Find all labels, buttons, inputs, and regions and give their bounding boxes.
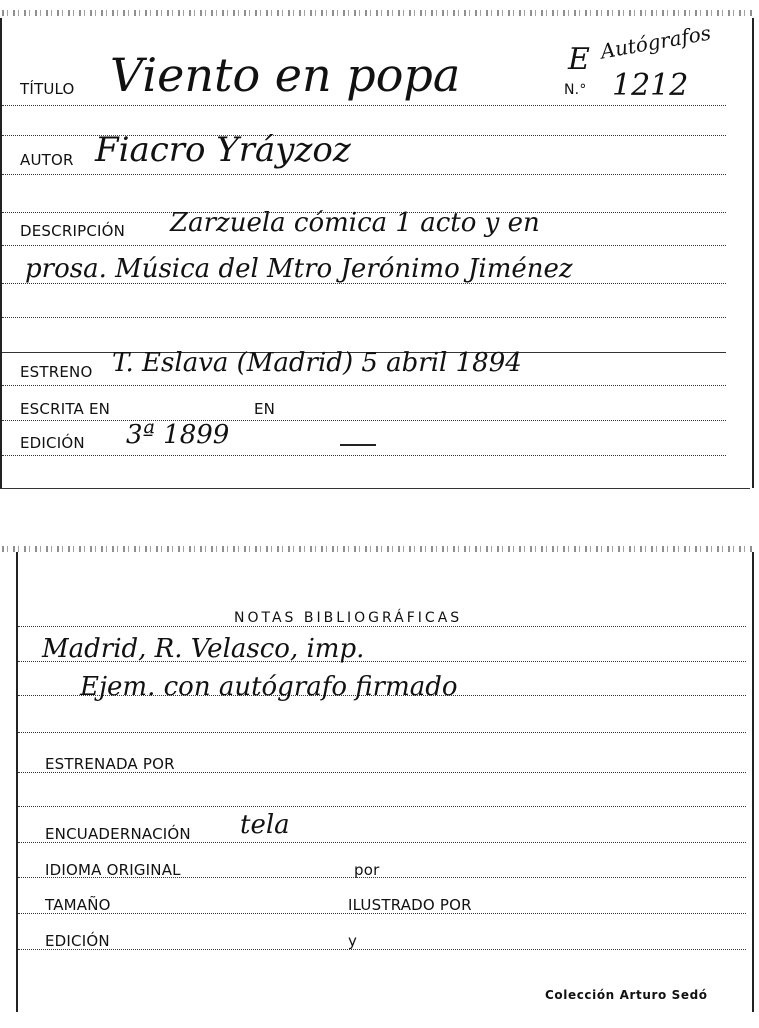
rule-titulo: [2, 105, 726, 106]
en-label: EN: [254, 400, 276, 418]
rule-edicion: [2, 455, 726, 456]
ilustrado-label: ILUSTRADO POR: [348, 896, 472, 914]
edicion-value: 3ª 1899: [126, 420, 230, 450]
coleccion-letter: E: [568, 42, 590, 77]
titulo-label: TÍTULO: [20, 80, 75, 98]
rule-autor: [2, 174, 726, 175]
collection-credit: Colección Arturo Sedó: [545, 988, 708, 1002]
tamano-label: TAMAÑO: [45, 896, 111, 914]
rule-descripcion-3: [2, 317, 726, 318]
y-label: y: [348, 932, 358, 950]
torn-edge-bottom-card: [2, 546, 752, 552]
estreno-label: ESTRENO: [20, 363, 93, 381]
numero-label: N.°: [564, 82, 587, 98]
rule-descripcion-1: [2, 245, 726, 246]
notas-line1: Madrid, R. Velasco, imp.: [42, 634, 365, 664]
torn-edge-top: [2, 10, 752, 16]
encuadernacion-label: ENCUADERNACIÓN: [45, 825, 191, 843]
estrenada-por-label: ESTRENADA POR: [45, 755, 175, 773]
autor-label: AUTOR: [20, 151, 74, 169]
por-label: por: [354, 861, 380, 879]
rule-estreno: [2, 385, 726, 386]
notas-line2: Ejem. con autógrafo firmado: [80, 672, 458, 702]
descripcion-line1: Zarzuela cómica 1 acto y en: [170, 208, 540, 238]
rule-edicion-back: [18, 949, 746, 950]
numero-value: 1212: [612, 68, 689, 103]
edicion-label: EDICIÓN: [20, 434, 85, 452]
encuadernacion-value: tela: [240, 810, 290, 840]
escrita-en-label: ESCRITA EN: [20, 400, 111, 418]
notas-heading: NOTAS BIBLIOGRÁFICAS: [234, 610, 463, 626]
rule-escrita: [2, 420, 726, 421]
descripcion-line2: prosa. Música del Mtro Jerónimo Jiménez: [25, 254, 573, 284]
rule-blank: [18, 806, 746, 807]
idioma-label: IDIOMA ORIGINAL: [45, 861, 181, 879]
edicion-back-label: EDICIÓN: [45, 932, 110, 950]
estreno-value: T. Eslava (Madrid) 5 abril 1894: [112, 348, 522, 378]
rule-notas-heading: [18, 626, 746, 627]
titulo-value: Viento en popa: [110, 48, 461, 102]
handwritten-dash: [340, 444, 376, 446]
descripcion-label: DESCRIPCIÓN: [20, 222, 126, 240]
coleccion-note: Autógrafos: [598, 20, 713, 64]
autor-value: Fiacro Yráyzoz: [95, 130, 351, 170]
card-bottom-edge: [0, 488, 750, 489]
rule-notas-3: [18, 732, 746, 733]
